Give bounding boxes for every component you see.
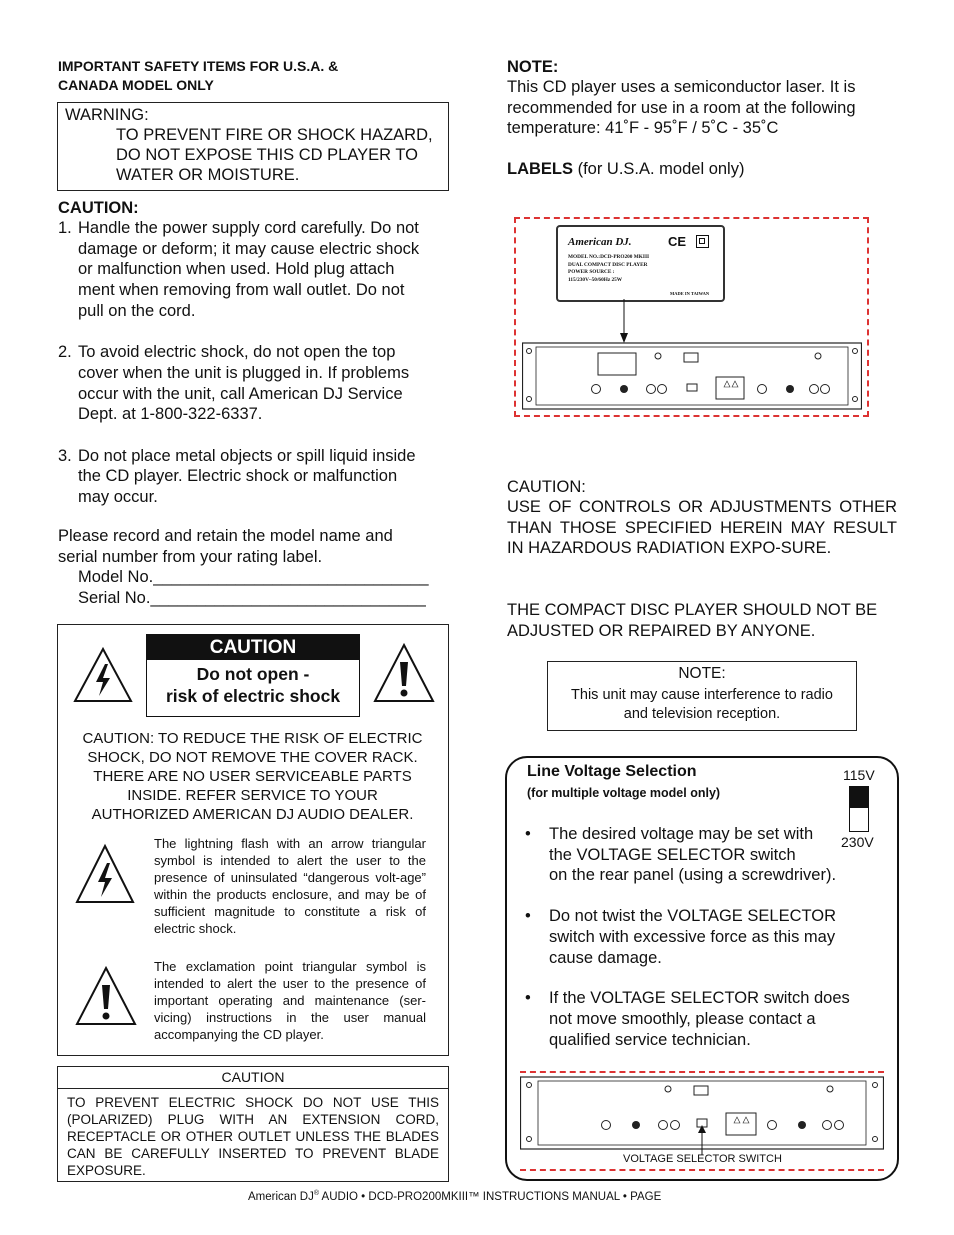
laser-note: This CD player uses a semiconductor laser. It is recommended for use in a room at the following temperature: 41˚F - 95˚F / 5˚C - 35˚C xyxy=(507,78,856,138)
rating-text: MODEL NO.:DCD-PRO200 MKIII DUAL COMPACT DISC PLAYER POWER SOURCE : 115/230V~50/60Hz 25W xyxy=(568,254,650,283)
interference-note-box xyxy=(547,661,857,731)
rear-panel-drawing xyxy=(520,1075,884,1155)
no-adjust-text: THE COMPACT DISC PLAYER SHOULD NOT BE ADJUSTED OR REPAIRED BY ANYONE. xyxy=(507,601,878,640)
exclamation-triangle-icon xyxy=(372,642,436,704)
warning-text: TO PREVENT FIRE OR SHOCK HAZARD, DO NOT EXPOSE THIS CD PLAYER TO WATER OR MOISTURE. xyxy=(116,126,433,184)
ce-mark-icon: CE xyxy=(668,234,687,249)
arrow-icon xyxy=(620,299,628,343)
exclamation-description: The exclamation point triangular symbol is intended to alert the user to the presence of important operating and maintenance (ser-vicing) instructions in the user manual accompanying the CD player. xyxy=(154,959,426,1042)
serial-no-field: Serial No.______________________________ xyxy=(78,589,426,608)
voltage-bullets xyxy=(519,824,889,1070)
caution-list xyxy=(58,218,453,508)
radiation-caution-label: CAUTION: xyxy=(507,478,586,496)
caution-label xyxy=(146,634,360,717)
exclamation-triangle-icon xyxy=(74,965,138,1027)
labels-figure xyxy=(514,217,869,417)
brand-logo: American DJ. xyxy=(568,236,632,248)
switch-caption: VOLTAGE SELECTOR SWITCH xyxy=(623,1153,782,1165)
rear-panel-switch-figure xyxy=(520,1071,884,1171)
lightning-description: The lightning flash with an arrow triangular symbol is intended to alert the user to the presence of uninsulated “dangerous volt-age” within the products enclosure, and may be of sufficient magnitude to constitute a risk of electric shock. xyxy=(154,836,426,936)
caution-banner: CAUTION xyxy=(147,635,359,660)
page-footer: American DJ® AUDIO • DCD-PRO200MKIII™ INSTRUCTIONS MANUAL • PAGE xyxy=(248,1190,662,1203)
do-not-open-text: Do not open - risk of electric shock xyxy=(165,664,341,706)
voltage-title: Line Voltage Selection xyxy=(527,763,697,780)
list-item: • Do not twist the VOLTAGE SELECTOR switch with excessive force as this may cause damage. xyxy=(525,907,837,967)
list-item: • If the VOLTAGE SELECTOR switch does not move smoothly, please contact a qualified service technician. xyxy=(525,989,850,1049)
note-heading: NOTE: xyxy=(507,58,559,76)
rating-label xyxy=(556,225,725,302)
voltage-subtitle: (for multiple voltage model only) xyxy=(527,786,721,800)
labels-heading: LABELS (for U.S.A. model only) xyxy=(507,160,745,178)
plug-caution-box xyxy=(57,1066,449,1182)
interference-note-title: NOTE: xyxy=(678,665,726,682)
plug-caution-title: CAUTION xyxy=(58,1067,448,1089)
caution-item: 3. Do not place metal objects or spill liquid inside the CD player. Electric shock or malfunction may occur. xyxy=(58,446,416,507)
caution-item: 2. To avoid electric shock, do not open the top cover when the unit is plugged in. If problems occur with the unit, call American DJ Service Dept. at 1-800-322-6337. xyxy=(58,343,410,424)
voltage-115-label: 115V xyxy=(843,767,875,783)
warning-box xyxy=(57,102,449,191)
warning-label: WARNING: xyxy=(65,106,149,124)
rear-panel-drawing xyxy=(522,339,862,411)
safety-title: IMPORTANT SAFETY ITEMS FOR U.S.A. & CANADA MODEL ONLY xyxy=(58,58,339,93)
reduce-risk-text: CAUTION: TO REDUCE THE RISK OF ELECTRIC SHOCK, DO NOT REMOVE THE COVER RACK. THERE ARE NO USER SERVICEABLE PARTS INSIDE. REFER SERVICE TO YOUR AUTHORIZED AMERICAN DJ AUDIO DEALER. xyxy=(82,730,423,823)
radiation-caution-text: USE OF CONTROLS OR ADJUSTMENTS OTHER THAN THOSE SPECIFIED HEREIN MAY RESULT IN HAZARDOUS RADIATION EXPO-SURE. xyxy=(507,498,897,558)
caution-item: 1. Handle the power supply cord carefully. Do not damage or deform; it may cause electric shock or malfunction when used. Hold plug attach ment when removing from wall outlet. Do not pull on the cord. xyxy=(58,219,420,320)
double-insulation-icon xyxy=(696,235,709,248)
record-text: Please record and retain the model name and serial number from your rating label. Model No.______________________________ Serial No.______________________________ xyxy=(58,526,453,609)
lightning-triangle-icon xyxy=(74,843,136,905)
interference-note-text: This unit may cause interference to radio and television reception. xyxy=(571,687,833,722)
model-no-field: Model No.______________________________ xyxy=(78,568,429,587)
voltage-230-label: 230V xyxy=(841,834,874,850)
caution-heading: CAUTION: xyxy=(58,199,139,217)
made-in-text: MADE IN TAIWAN xyxy=(670,291,710,296)
plug-caution-text: TO PREVENT ELECTRIC SHOCK DO NOT USE THIS (POLARIZED) PLUG WITH AN EXTENSION CORD, RECEPTACLE OR OTHER OUTLET UNLESS THE BLADES CAN BE CAREFULLY INSERTED TO PREVENT BLADE EXPOSURE. xyxy=(67,1095,439,1178)
list-item: • The desired voltage may be set with the VOLTAGE SELECTOR switch on the rear panel (using a screwdriver). xyxy=(525,825,837,885)
voltage-selection-box xyxy=(505,756,899,1181)
lightning-triangle-icon xyxy=(72,646,134,704)
caution-symbol-box xyxy=(57,624,449,1056)
